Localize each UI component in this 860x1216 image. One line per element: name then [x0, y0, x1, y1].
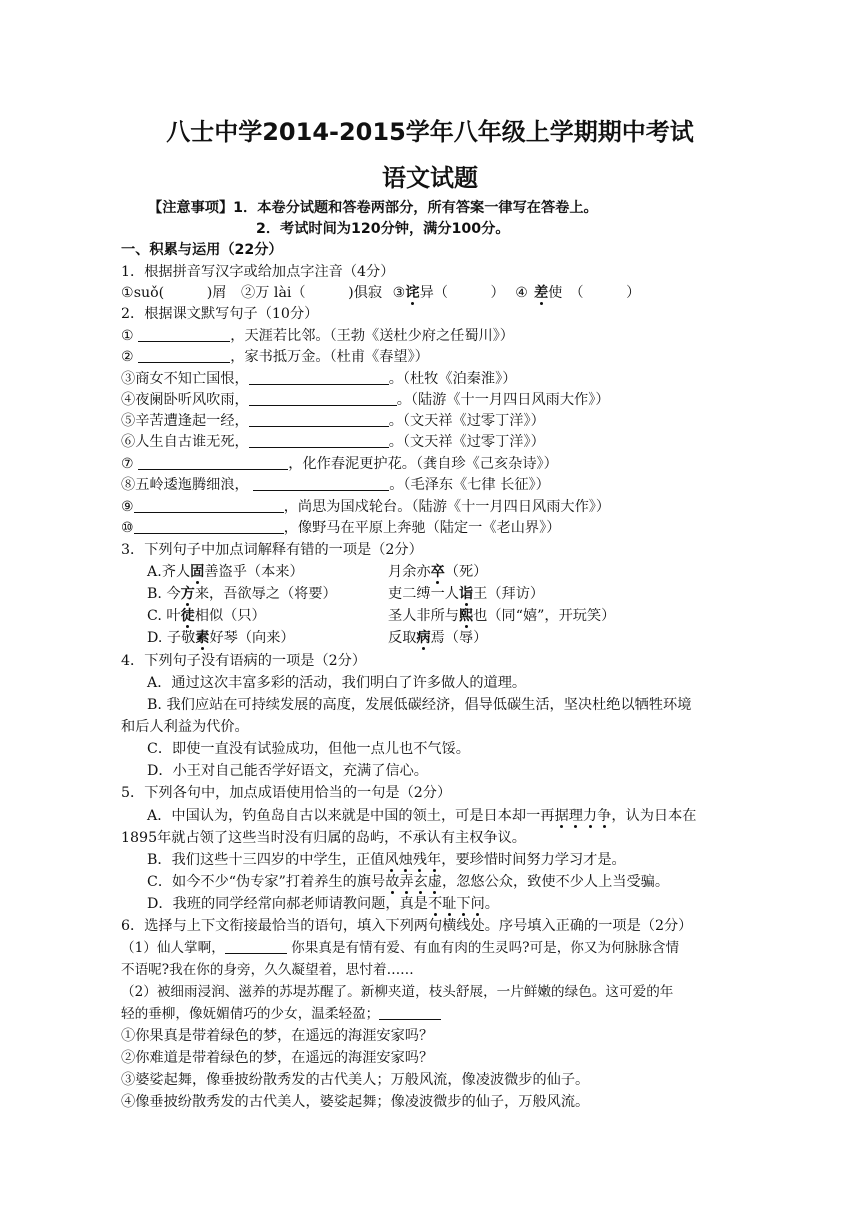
q3-stem: 3．下列句子中加点词解释有错的一项是（2分） [121, 542, 423, 558]
q1-part-2: ②万 lài（ )俱寂 [241, 285, 383, 301]
q2-item [121, 497, 610, 517]
fill-blank [138, 327, 230, 342]
q4-option-c: C．即使一直没有试验成功，但他一点儿也不气馁。 [147, 741, 470, 757]
q4-option-b: B. 我们应站在可持续发展的高度，发展低碳经济，倡导低碳生活，坚决杜绝以牺牲环境 [147, 697, 692, 713]
fill-blank [134, 519, 284, 534]
q6-passage-2: （2）被细雨浸润、滋养的苏堤苏醒了。新柳夹道，枝头舒展，一片鲜嫩的绿色。这可爱的年 [121, 984, 674, 1000]
q5-option-a [147, 806, 696, 826]
q4-stem: 4．下列句子没有语病的一项是（2分） [121, 653, 367, 669]
q4-option-a: A．通过这次丰富多彩的活动，我们明白了许多做人的道理。 [147, 675, 527, 691]
q6-passage-2-cont [121, 1004, 441, 1024]
fill-blank [225, 939, 287, 954]
q6-option-1: ①你果真是带着绿色的梦，在遥远的海涯安家吗？ [121, 1028, 434, 1044]
q3-text: 也（同“嬉”，开玩笑） [473, 608, 616, 624]
q3-text: 来，吾欲辱之（将要） [194, 586, 337, 602]
q3-dotted-char: 徒 [180, 608, 195, 624]
q3-text: 善盗乎（本来） [204, 564, 304, 580]
q5-dotted-idiom [384, 852, 441, 868]
q3-text: 月余亦 [388, 564, 431, 580]
q2-item-post: 。（文天祥《过零丁洋》） [388, 434, 545, 450]
q5-text: ，要珍惜时间努力学习才是。 [441, 852, 626, 868]
q2-item-post: 。（毛泽东《七律 长征》） [389, 477, 550, 493]
q3-dotted-char: 固 [190, 564, 205, 580]
q5-dotted-idiom [428, 896, 485, 912]
q5-text: D．我班的同学经常向郝老师请教问题，真是 [147, 896, 428, 912]
q3-option-left [147, 584, 337, 604]
q2-item-pre: ⑨ [121, 499, 134, 515]
dotted-char: 理 [568, 808, 583, 824]
q2-item [121, 390, 610, 410]
q2-item [121, 411, 545, 431]
section-heading: 一、积累与运用（22分） [121, 242, 283, 258]
q5-text: A．中国认为，钓鱼岛自古以来就是中国的领土，可是日本却一再 [147, 808, 555, 824]
q3-text: C. 叶 [147, 608, 181, 624]
q6-stem: 6．选择与上下文衔接最恰当的语句，填入下列两句横线处。序号填入正确的一项是（2分） [121, 918, 693, 934]
q3-dotted-char: 熙 [458, 608, 474, 624]
q3-dotted-char: 素 [195, 630, 210, 646]
q1-parts [121, 283, 640, 303]
q2-item-pre: ⑧五岭逶迤腾细浪， [121, 477, 249, 493]
q2-item-pre: ④夜阑卧听风吹雨， [121, 392, 249, 408]
q2-item-pre: ⑤辛苦遭逢起一经， [121, 413, 249, 429]
q6-passage-1 [121, 938, 679, 958]
q2-stem: 2．根据课文默写句子（10分） [121, 306, 319, 322]
fill-blank [249, 433, 389, 448]
notice-line-1 [148, 198, 598, 218]
q6-option-4: ④像垂披纷散秀发的古代美人，婆娑起舞；像凌波微步的仙子，万般风流。 [121, 1094, 590, 1110]
q6-text: （1）仙人掌啊， [121, 940, 225, 956]
dotted-char: 问 [470, 896, 485, 912]
q1-part-4-dotted-char: 差 [533, 285, 549, 301]
q3-option-left [147, 562, 304, 582]
dotted-char: 风 [384, 852, 399, 868]
q2-item [121, 347, 429, 367]
q3-option-right [388, 606, 615, 626]
q3-text: D. 子敬 [147, 630, 196, 646]
dotted-char: 年 [427, 852, 442, 868]
dotted-char: 弄 [399, 874, 414, 890]
q2-item-post: 。（文天祥《过零丁洋》） [388, 413, 545, 429]
q3-dotted-char: 诣 [458, 586, 474, 602]
q2-item [121, 326, 514, 346]
dotted-char: 下 [456, 896, 471, 912]
q3-text: 反取 [388, 630, 417, 646]
q2-item-post: ，家书抵万金。（杜甫《春望》） [230, 349, 429, 365]
q4-option-d: D．小王对自己能否学好语文，充满了信心。 [147, 763, 428, 779]
q1-part-3-rest: 异（ ） [419, 285, 505, 301]
fill-blank [253, 476, 389, 491]
q6-passage-1-cont: 不语呢?我在你的身旁，久久凝望着，思忖着…… [121, 962, 414, 978]
q5-text: 。 [484, 896, 499, 912]
q1-stem: 1．根据拼音写汉字或给加点字注音（4分） [121, 264, 395, 280]
q3-option-right [388, 562, 487, 582]
q5-option-c [147, 872, 669, 892]
q4-option-b-cont: 和后人利益为代价。 [121, 719, 249, 735]
q2-item-pre: ⑦ [121, 456, 134, 472]
q2-item-pre: ② [121, 349, 134, 365]
q5-text: C．如今不少“伪专家”打着养生的旗号 [147, 874, 386, 890]
q3-option-left [147, 606, 266, 626]
notice-label: 【注意事项】 [148, 200, 234, 216]
dotted-char: 据 [554, 808, 569, 824]
q5-text: ，认为日本在 [611, 808, 697, 824]
q2-item-pre: ⑩ [121, 520, 134, 536]
q3-dotted-char: 卒 [430, 564, 445, 580]
q3-text: B. 今 [147, 586, 181, 602]
q2-item-post: 。（陆游《十一月四日风雨大作》） [396, 392, 610, 408]
q3-text: 王（拜访） [473, 586, 545, 602]
q6-text: 轻的垂柳，像妩媚倩巧的少女，温柔轻盈； [121, 1006, 380, 1022]
q3-text: 好琴（向来） [209, 630, 295, 646]
q5-option-b [147, 850, 626, 870]
q3-text: 吏二缚一人 [388, 586, 459, 602]
q2-item-post: ，尚思为国戍轮台。（陆游《十一月四日风雨大作》） [283, 499, 611, 515]
q3-option-right [388, 584, 544, 604]
fill-blank [138, 455, 288, 470]
q3-dotted-char: 病 [416, 630, 431, 646]
dotted-char: 残 [412, 852, 428, 868]
q2-item [121, 475, 550, 495]
q1-part-4-label: ④ [515, 285, 528, 301]
dotted-char: 耻 [442, 896, 457, 912]
q2-item-post: ，像野马在平原上奔驰（陆定一《老山界》） [283, 520, 561, 536]
q3-option-left [147, 628, 295, 648]
notice-line-2: 2．考试时间为120分钟，满分100分。 [256, 221, 510, 237]
q2-item-pre: ⑥人生自古谁无死， [121, 434, 249, 450]
q2-item-pre: ③商女不知亡国恨， [121, 371, 249, 387]
q3-text: 相似（只） [194, 608, 266, 624]
q1-part-3-label: ③ [392, 285, 406, 301]
q2-item-pre: ① [121, 328, 134, 344]
q3-option-right [388, 628, 487, 648]
notice-text-1: 1．本卷分试题和答卷两部分，所有答案一律写在答卷上。 [233, 200, 598, 216]
q5-text: ，忽悠公众，致使不少人上当受骗。 [442, 874, 670, 890]
q3-text: 圣人非所与 [388, 608, 459, 624]
q5-dotted-idiom [385, 874, 442, 890]
dotted-char: 故 [385, 874, 400, 890]
q5-stem: 5．下列各句中，加点成语使用恰当的一句是（2分） [121, 785, 452, 801]
q5-option-d [147, 894, 499, 914]
q6-text: 你果真是有情有爱、有血有肉的生灵吗?可是，你又为何脉脉含情 [286, 940, 680, 956]
page-title: 八士中学2014-2015学年八年级上学期期中考试 [166, 118, 694, 146]
q1-part-4-rest: 使 （ ） [548, 285, 641, 301]
q3-text: A.齐人 [147, 564, 191, 580]
fill-blank [249, 370, 389, 385]
dotted-char: 玄 [413, 874, 428, 890]
page-subtitle: 语文试题 [382, 164, 478, 192]
q2-item [121, 369, 516, 389]
q3-text: 焉（辱） [430, 630, 488, 646]
fill-blank [134, 498, 284, 513]
dotted-char: 虚 [427, 874, 442, 890]
q6-option-3: ③婆娑起舞，像垂披纷散秀发的古代美人；万般风流，像凌波微步的仙子。 [121, 1072, 590, 1088]
dotted-char: 烛 [398, 852, 413, 868]
fill-blank [249, 391, 397, 406]
q1-part-1: ①suǒ( )屑 [121, 285, 227, 301]
q2-item-post: ，天涯若比邻。（王勃《送杜少府之任蜀川》） [230, 328, 514, 344]
q3-dotted-char: 方 [180, 586, 195, 602]
fill-blank [138, 348, 230, 363]
q2-item-post: 。（杜牧《泊秦淮》） [388, 371, 517, 387]
q2-item [121, 454, 558, 474]
q5-text: B．我们这些十三四岁的中学生，正值 [147, 852, 385, 868]
q5-dotted-idiom [555, 808, 612, 824]
q2-item [121, 518, 560, 538]
q2-item [121, 432, 545, 452]
q6-option-2: ②你难道是带着绿色的梦，在遥远的海涯安家吗？ [121, 1050, 434, 1066]
q3-text: （死） [444, 564, 488, 580]
dotted-char: 力 [582, 808, 598, 824]
q1-part-3-dotted-char: 诧 [405, 285, 420, 301]
fill-blank [379, 1005, 441, 1020]
dotted-char: 不 [427, 896, 443, 912]
fill-blank [249, 412, 389, 427]
q5-option-a-cont: 1895年就占领了这些当时没有归属的岛屿，不承认有主权争议。 [121, 830, 526, 846]
dotted-char: 争 [597, 808, 612, 824]
q2-item-post: ，化作春泥更护花。（龚自珍《己亥杂诗》） [288, 456, 558, 472]
